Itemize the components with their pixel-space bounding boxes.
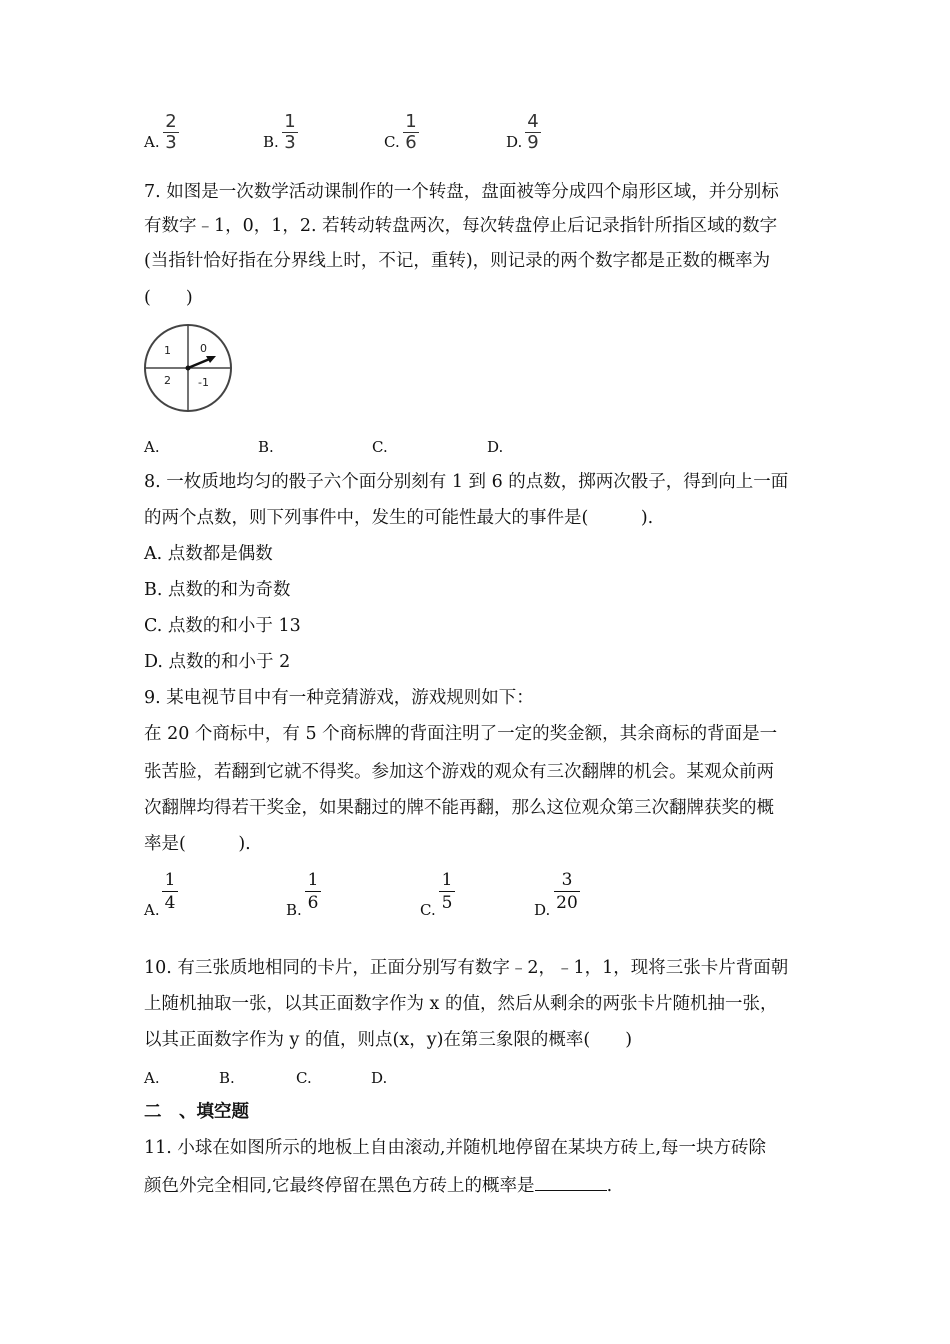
numerator: 3 (561, 870, 573, 890)
numerator: 2 (165, 111, 177, 132)
denominator: 20 (556, 893, 578, 913)
q7-line-1: 7. 如图是一次数学活动课制作的一个转盘，盘面被等分成四个扇形区域，并分别标 (144, 182, 779, 202)
q6-option-d-label: D. (506, 133, 523, 151)
q11-line-1: 11. 小球在如图所示的地板上自由滚动,并随机地停留在某块方砖上,每一块方砖除 (144, 1138, 767, 1158)
q9-line-4: 次翻牌均得若干奖金，如果翻过的牌不能再翻，那么这位观众第三次翻牌获奖的概 (144, 798, 774, 818)
spinner-label-0: 0 (200, 342, 207, 355)
q9-option-a-label: A. (144, 901, 160, 919)
denominator: 5 (441, 893, 453, 913)
q10-option-d: D. (371, 1069, 388, 1087)
q7-option-b: B. (258, 438, 274, 456)
spinner-label-1: 1 (164, 344, 171, 357)
q11-line-2-end: . (606, 1176, 613, 1196)
q11-line-2 (144, 1172, 612, 1198)
q7-line-3: (当指针恰好指在分界线上时，不记，重转)，则记录的两个数字都是正数的概率为 (144, 251, 771, 271)
q7-option-a: A. (144, 438, 160, 456)
q6-option-a-fraction (162, 112, 180, 153)
numerator: 1 (307, 870, 319, 890)
q6-option-c-label: C. (384, 133, 400, 151)
q11-line-2-text: 颜色外完全相同,它最终停留在黑色方砖上的概率是 (144, 1176, 535, 1196)
spinner-label-neg1: -1 (198, 376, 209, 389)
q6-option-a-label: A. (144, 133, 160, 151)
q8-option-a: A. 点数都是偶数 (144, 544, 273, 564)
denominator: 3 (165, 132, 177, 153)
denominator: 4 (164, 893, 176, 913)
denominator: 6 (405, 132, 417, 153)
numerator: 1 (441, 870, 453, 890)
q9-option-d-fraction (554, 870, 580, 913)
q6-option-c-fraction (402, 112, 420, 153)
spinner-label-2: 2 (164, 374, 171, 387)
q9-option-a-fraction (162, 870, 178, 913)
q9-line-2: 在 20 个商标中，有 5 个商标牌的背面注明了一定的奖金额，其余商标的背面是一 (144, 724, 778, 744)
q9-option-d-label: D. (534, 901, 551, 919)
q7-line-2: 有数字﹣1，0，1，2. 若转动转盘两次，每次转盘停止后记录指针所指区域的数字 (144, 216, 778, 236)
q8-line-2: 的两个点数，则下列事件中，发生的可能性最大的事件是( ). (144, 508, 654, 528)
q8-option-c: C. 点数的和小于 13 (144, 616, 301, 636)
section-2-heading: 二 、填空题 (144, 1102, 249, 1122)
q7-line-4: ( ) (144, 288, 193, 308)
q8-option-b: B. 点数的和为奇数 (144, 580, 291, 600)
q9-option-b-label: B. (286, 901, 302, 919)
spinner-figure (142, 322, 234, 414)
numerator: 4 (527, 111, 539, 132)
denominator: 6 (307, 893, 319, 913)
q6-option-b-fraction (281, 112, 299, 153)
numerator: 1 (405, 111, 417, 132)
answer-blank[interactable] (535, 1172, 607, 1191)
numerator: 1 (164, 870, 176, 890)
q10-line-1: 10. 有三张质地相同的卡片，正面分别写有数字﹣2，﹣1，1，现将三张卡片背面朝 (144, 958, 789, 978)
q6-option-d-fraction (524, 112, 542, 153)
q8-line-1: 8. 一枚质地均匀的骰子六个面分别刻有 1 到 6 的点数，掷两次骰子，得到向上一面 (144, 472, 789, 492)
denominator: 3 (284, 132, 296, 153)
q9-option-b-fraction (305, 870, 321, 913)
q10-line-3: 以其正面数字作为 y 的值，则点(x，y)在第三象限的概率( ) (144, 1030, 633, 1050)
q7-option-d: D. (487, 438, 504, 456)
q9-option-c-label: C. (420, 901, 436, 919)
spinner-hub (186, 366, 191, 371)
denominator: 9 (527, 132, 539, 153)
q6-option-b-label: B. (263, 133, 279, 151)
q10-option-c: C. (296, 1069, 312, 1087)
q7-option-c: C. (372, 438, 388, 456)
q10-option-a: A. (144, 1069, 160, 1087)
q8-option-d: D. 点数的和小于 2 (144, 652, 291, 672)
q9-line-3: 张苦脸，若翻到它就不得奖。参加这个游戏的观众有三次翻牌的机会。某观众前两 (144, 762, 774, 782)
q9-option-c-fraction (439, 870, 455, 913)
q9-line-1: 9. 某电视节目中有一种竞猜游戏，游戏规则如下： (144, 688, 534, 708)
numerator: 1 (284, 111, 296, 132)
q10-line-2: 上随机抽取一张，以其正面数字作为 x 的值，然后从剩余的两张卡片随机抽一张， (144, 994, 778, 1014)
q9-line-5: 率是( ). (144, 834, 251, 854)
q10-option-b: B. (219, 1069, 235, 1087)
